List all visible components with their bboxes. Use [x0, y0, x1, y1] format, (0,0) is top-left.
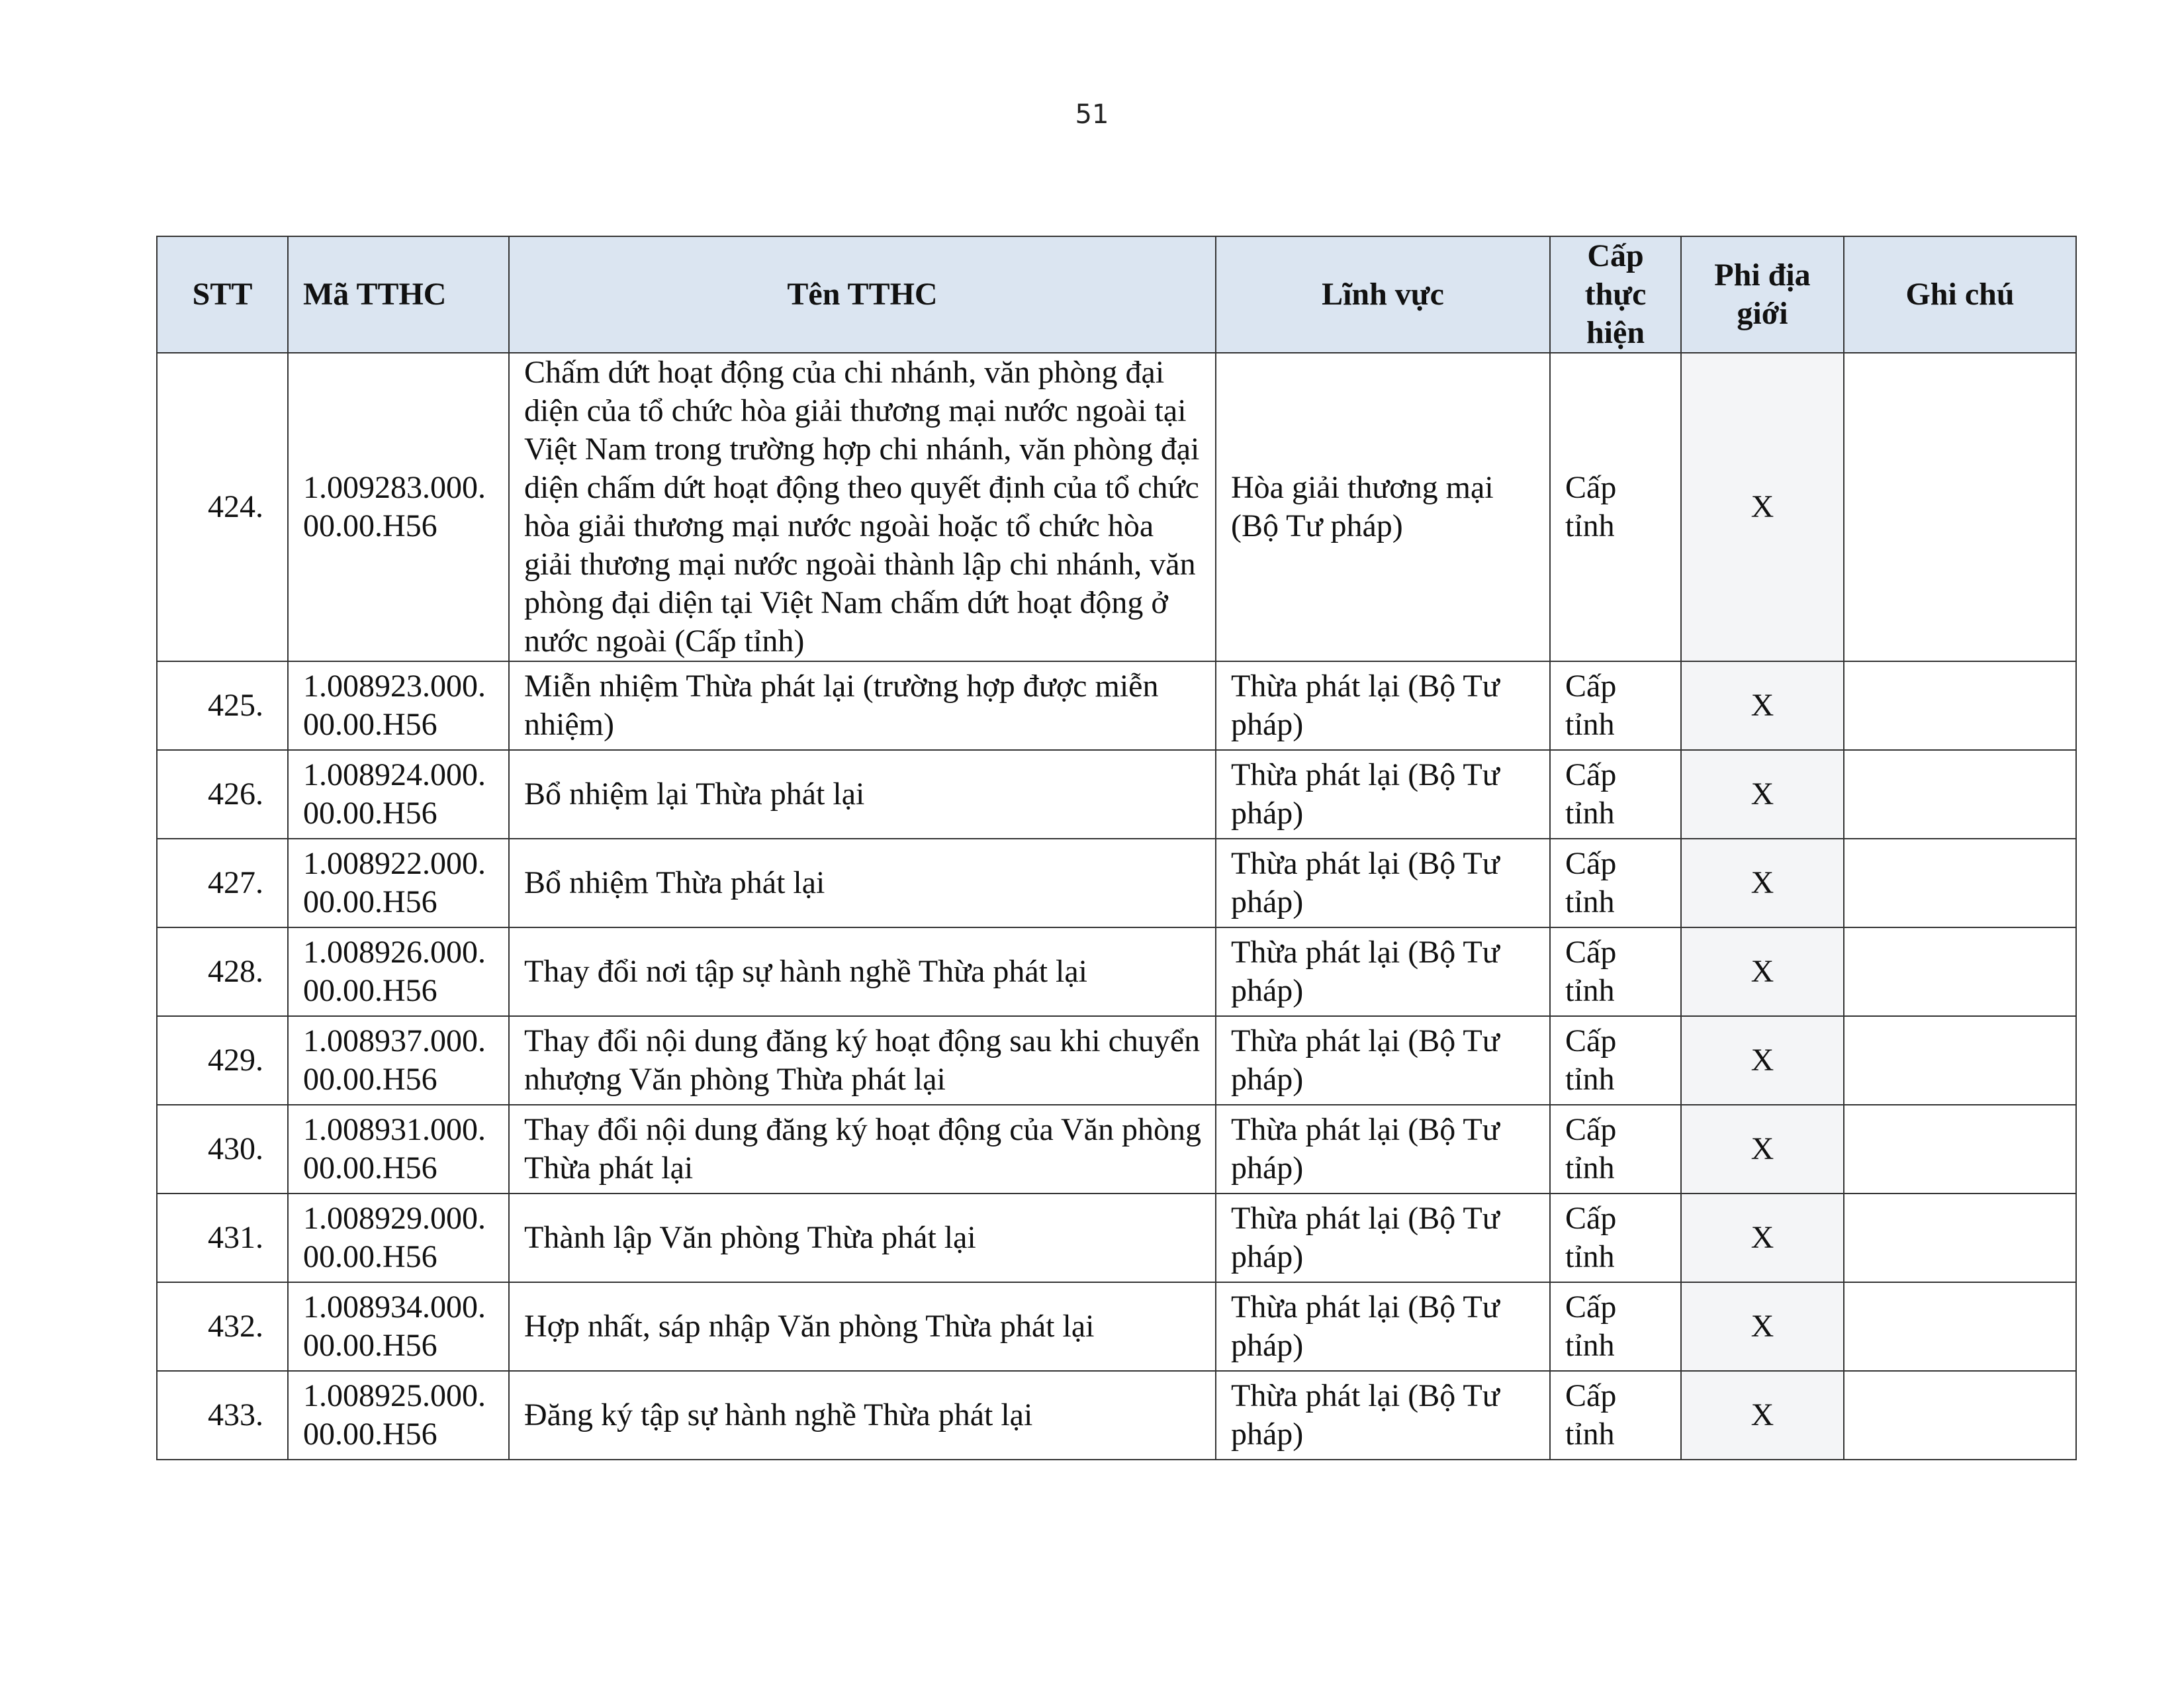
cell-stt: 426.: [157, 750, 288, 839]
table-row: [157, 661, 2076, 750]
cell-phi: X: [1681, 1371, 1844, 1460]
cell-code: 1.008925.000. 00.00.H56: [288, 1371, 509, 1460]
table-row: [157, 1016, 2076, 1105]
procedures-table: [156, 236, 2077, 1460]
cell-note: [1844, 750, 2076, 839]
cell-name: Đăng ký tập sự hành nghề Thừa phát lại: [509, 1371, 1216, 1460]
cell-phi: X: [1681, 1105, 1844, 1194]
cell-stt: 429.: [157, 1016, 288, 1105]
table-row: [157, 1282, 2076, 1371]
cell-phi: X: [1681, 1282, 1844, 1371]
cell-level: Cấp tỉnh: [1550, 661, 1681, 750]
cell-note: [1844, 1371, 2076, 1460]
cell-phi: X: [1681, 353, 1844, 661]
cell-note: [1844, 839, 2076, 927]
cell-field: Thừa phát lại (Bộ Tư pháp): [1216, 750, 1550, 839]
header-name: Tên TTHC: [509, 236, 1216, 353]
cell-name: Thành lập Văn phòng Thừa phát lại: [509, 1194, 1216, 1282]
cell-stt: 427.: [157, 839, 288, 927]
cell-level: Cấp tỉnh: [1550, 839, 1681, 927]
cell-level: Cấp tỉnh: [1550, 1282, 1681, 1371]
cell-name: Bổ nhiệm lại Thừa phát lại: [509, 750, 1216, 839]
header-note: Ghi chú: [1844, 236, 2076, 353]
table-row: [157, 1371, 2076, 1460]
cell-phi: X: [1681, 1194, 1844, 1282]
header-field: Lĩnh vực: [1216, 236, 1550, 353]
cell-name: Thay đổi nội dung đăng ký hoạt động sau khi chuyển nhượng Văn phòng Thừa phát lại: [509, 1016, 1216, 1105]
cell-code: 1.008923.000. 00.00.H56: [288, 661, 509, 750]
cell-name: Thay đổi nơi tập sự hành nghề Thừa phát lại: [509, 927, 1216, 1016]
cell-stt: 432.: [157, 1282, 288, 1371]
cell-field: Thừa phát lại (Bộ Tư pháp): [1216, 1371, 1550, 1460]
cell-stt: 428.: [157, 927, 288, 1016]
cell-level: Cấp tỉnh: [1550, 1371, 1681, 1460]
cell-stt: 425.: [157, 661, 288, 750]
cell-phi: X: [1681, 927, 1844, 1016]
cell-note: [1844, 661, 2076, 750]
cell-note: [1844, 1194, 2076, 1282]
cell-field: Hòa giải thương mại (Bộ Tư pháp): [1216, 353, 1550, 661]
cell-code: 1.008922.000. 00.00.H56: [288, 839, 509, 927]
table-header-row: [157, 236, 2076, 353]
cell-stt: 424.: [157, 353, 288, 661]
header-stt: STT: [157, 236, 288, 353]
cell-level: Cấp tỉnh: [1550, 1105, 1681, 1194]
cell-field: Thừa phát lại (Bộ Tư pháp): [1216, 927, 1550, 1016]
cell-name: Thay đổi nội dung đăng ký hoạt động của Văn phòng Thừa phát lại: [509, 1105, 1216, 1194]
cell-field: Thừa phát lại (Bộ Tư pháp): [1216, 1194, 1550, 1282]
cell-note: [1844, 927, 2076, 1016]
table-row: [157, 1105, 2076, 1194]
cell-level: Cấp tỉnh: [1550, 1194, 1681, 1282]
page-number: 51: [1075, 99, 1109, 130]
table-row: [157, 353, 2076, 661]
cell-name: Bổ nhiệm Thừa phát lại: [509, 839, 1216, 927]
cell-name: Miễn nhiệm Thừa phát lại (trường hợp được miễn nhiệm): [509, 661, 1216, 750]
cell-code: 1.008931.000. 00.00.H56: [288, 1105, 509, 1194]
cell-stt: 431.: [157, 1194, 288, 1282]
cell-name: Hợp nhất, sáp nhập Văn phòng Thừa phát lại: [509, 1282, 1216, 1371]
cell-field: Thừa phát lại (Bộ Tư pháp): [1216, 1016, 1550, 1105]
table-row: [157, 1194, 2076, 1282]
cell-name: Chấm dứt hoạt động của chi nhánh, văn phòng đại diện của tổ chức hòa giải thương mại nước ngoài tại Việt Nam trong trường hợp chi nhánh, văn phòng đại diện chấm dứt hoạt động theo quyết định của tổ chức hòa giải thương mại nước ngoài hoặc tổ chức hòa giải thương mại nước ngoài thành lập chi nhánh, văn phòng đại diện tại Việt Nam chấm dứt hoạt động ở nước ngoài (Cấp tỉnh): [509, 353, 1216, 661]
cell-field: Thừa phát lại (Bộ Tư pháp): [1216, 661, 1550, 750]
cell-note: [1844, 1282, 2076, 1371]
table-row: [157, 750, 2076, 839]
cell-phi: X: [1681, 1016, 1844, 1105]
cell-code: 1.008926.000. 00.00.H56: [288, 927, 509, 1016]
header-level: Cấp thực hiện: [1550, 236, 1681, 353]
cell-note: [1844, 1105, 2076, 1194]
header-code: Mã TTHC: [288, 236, 509, 353]
cell-code: 1.008937.000. 00.00.H56: [288, 1016, 509, 1105]
cell-level: Cấp tỉnh: [1550, 1016, 1681, 1105]
cell-note: [1844, 1016, 2076, 1105]
cell-level: Cấp tỉnh: [1550, 353, 1681, 661]
cell-stt: 433.: [157, 1371, 288, 1460]
cell-code: 1.008929.000. 00.00.H56: [288, 1194, 509, 1282]
cell-code: 1.009283.000. 00.00.H56: [288, 353, 509, 661]
cell-phi: X: [1681, 661, 1844, 750]
cell-phi: X: [1681, 750, 1844, 839]
cell-phi: X: [1681, 839, 1844, 927]
cell-code: 1.008934.000. 00.00.H56: [288, 1282, 509, 1371]
table-row: [157, 927, 2076, 1016]
cell-note: [1844, 353, 2076, 661]
cell-level: Cấp tỉnh: [1550, 927, 1681, 1016]
cell-stt: 430.: [157, 1105, 288, 1194]
cell-field: Thừa phát lại (Bộ Tư pháp): [1216, 839, 1550, 927]
cell-level: Cấp tỉnh: [1550, 750, 1681, 839]
cell-field: Thừa phát lại (Bộ Tư pháp): [1216, 1282, 1550, 1371]
cell-code: 1.008924.000. 00.00.H56: [288, 750, 509, 839]
header-phi: Phi địa giới: [1681, 236, 1844, 353]
cell-field: Thừa phát lại (Bộ Tư pháp): [1216, 1105, 1550, 1194]
table-row: [157, 839, 2076, 927]
